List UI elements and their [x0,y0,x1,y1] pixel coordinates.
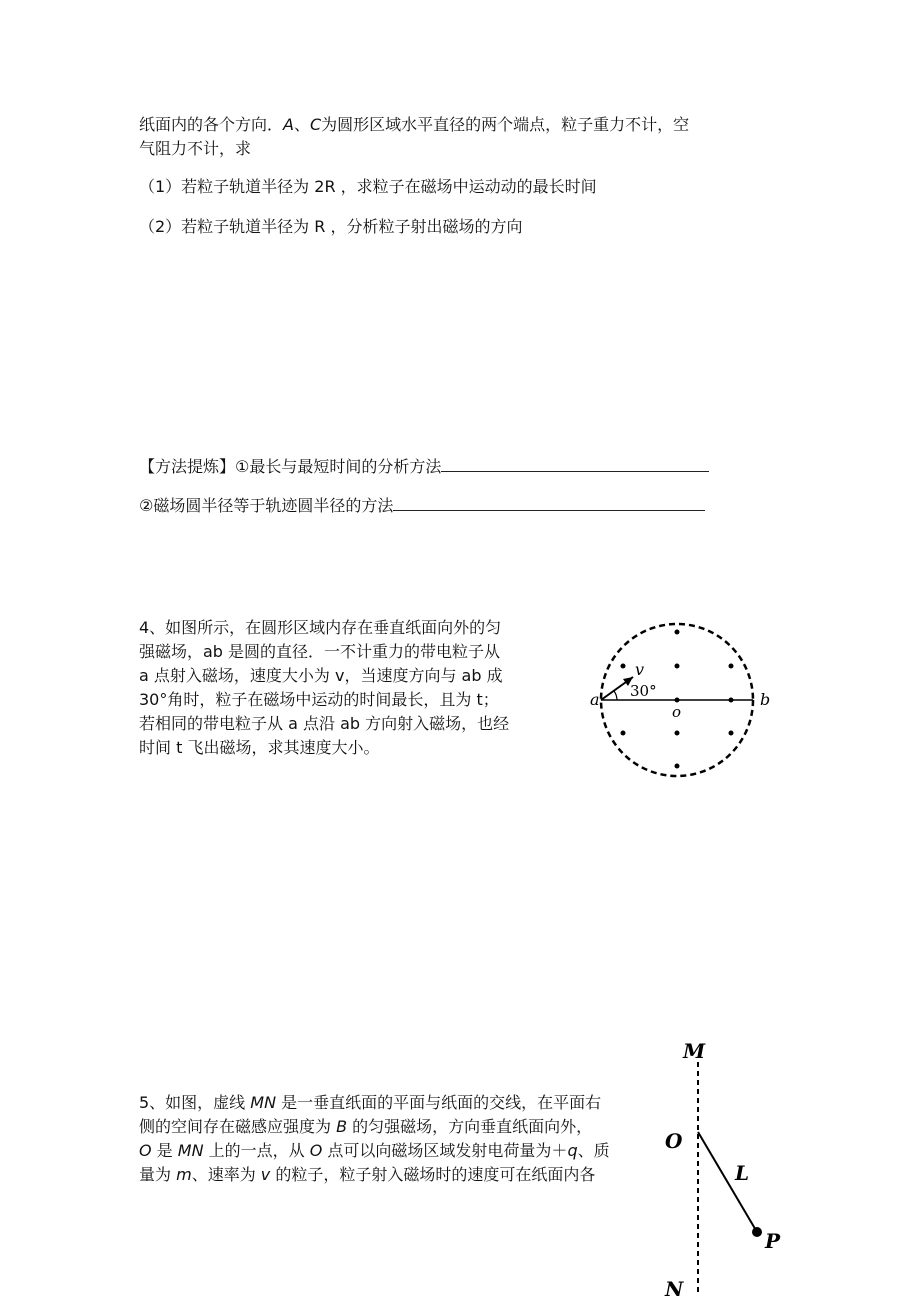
charge-q-label: q [567,1141,578,1160]
problem4-line: 强磁场，ab 是圆的直径．一不计重力的带电粒子从 [139,642,501,661]
problem5-text: 的粒子，粒子射入磁场时的速度可在纸面内各 [270,1165,596,1184]
problem5-text: 量为 [139,1165,177,1184]
point-O-label: O [309,1141,323,1160]
problem5-line2 [139,1116,592,1138]
answer-blank-1[interactable] [441,455,709,472]
question-2: （2）若粒子轨道半径为 R ，分析粒子射出磁场的方向 [139,217,523,236]
point-A-label: A [283,115,294,134]
problem3-line1 [139,114,689,136]
problem5-text: 上的一点，从 [203,1141,310,1160]
method-text: 【方法提炼】①最长与最短时间的分析方法 [139,457,442,476]
mn-boundary-figure [655,1030,805,1302]
point-P-dot [752,1227,762,1237]
point-a-label: a [590,690,600,709]
problem5-text: 是 [151,1141,178,1160]
problem5-line3 [139,1140,610,1162]
field-B-label: B [336,1117,348,1136]
point-O-label: O [139,1141,152,1160]
problem5-line1 [139,1092,601,1114]
problem3-text: 为圆形区域水平直径的两个端点，粒子重力不计，空 [321,115,690,134]
mass-m-label: m [176,1165,192,1184]
method-line1 [139,455,709,478]
label-P: P [765,1229,781,1253]
label-N: N [665,1277,684,1301]
angle-label: 30° [630,682,657,700]
circular-field-figure [590,612,790,787]
problem4-line: 30°角时，粒子在磁场中运动的时间最长，且为 t； [139,690,499,709]
label-M: M [683,1039,706,1063]
speed-v-label: v [260,1165,271,1184]
problem5-text: 、速率为 [191,1165,261,1184]
problem5-text: 的匀强磁场，方向垂直纸面向外， [347,1117,593,1136]
answer-blank-2[interactable] [393,494,705,511]
problem3-text: 纸面内的各个方向． [139,115,284,134]
center-o-label: o [672,703,682,721]
point-b-label: b [760,690,771,709]
problem3-text: 、 [293,115,310,134]
label-O: O [665,1129,683,1153]
line-MN-label: MN [250,1093,277,1112]
problem5-text: 侧的空间存在磁感应强度为 [139,1117,337,1136]
method-line2 [139,494,705,517]
problem5-text: 5、如图，虚线 [139,1093,251,1112]
line-MN-label: MN [177,1141,204,1160]
method-text: ②磁场圆半径等于轨迹圆半径的方法 [139,496,394,515]
question-1: （1）若粒子轨道半径为 2R ，求粒子在磁场中运动动的最长时间 [139,177,597,196]
velocity-v-label: v [635,660,645,679]
problem5-text: 点可以向磁场区域发射电荷量为＋ [322,1141,568,1160]
problem5-line4 [139,1164,595,1186]
problem4-line: 时间 t 飞出磁场，求其速度大小。 [139,738,380,757]
problem5-text: 是一垂直纸面的平面与纸面的交线，在平面右 [276,1093,602,1112]
label-L: L [735,1161,750,1185]
problem3-line2: 气阻力不计，求 [139,139,252,158]
problem4-line: a 点射入磁场，速度大小为 v，当速度方向与 ab 成 [139,666,503,685]
problem4-line: 若相同的带电粒子从 a 点沿 ab 方向射入磁场，也经 [139,714,510,733]
point-C-label: C [309,115,322,134]
problem4-line: 4、如图所示，在圆形区域内存在垂直纸面向外的匀 [139,618,502,637]
problem5-text: 、质 [577,1141,610,1160]
angle-arc [614,691,617,700]
